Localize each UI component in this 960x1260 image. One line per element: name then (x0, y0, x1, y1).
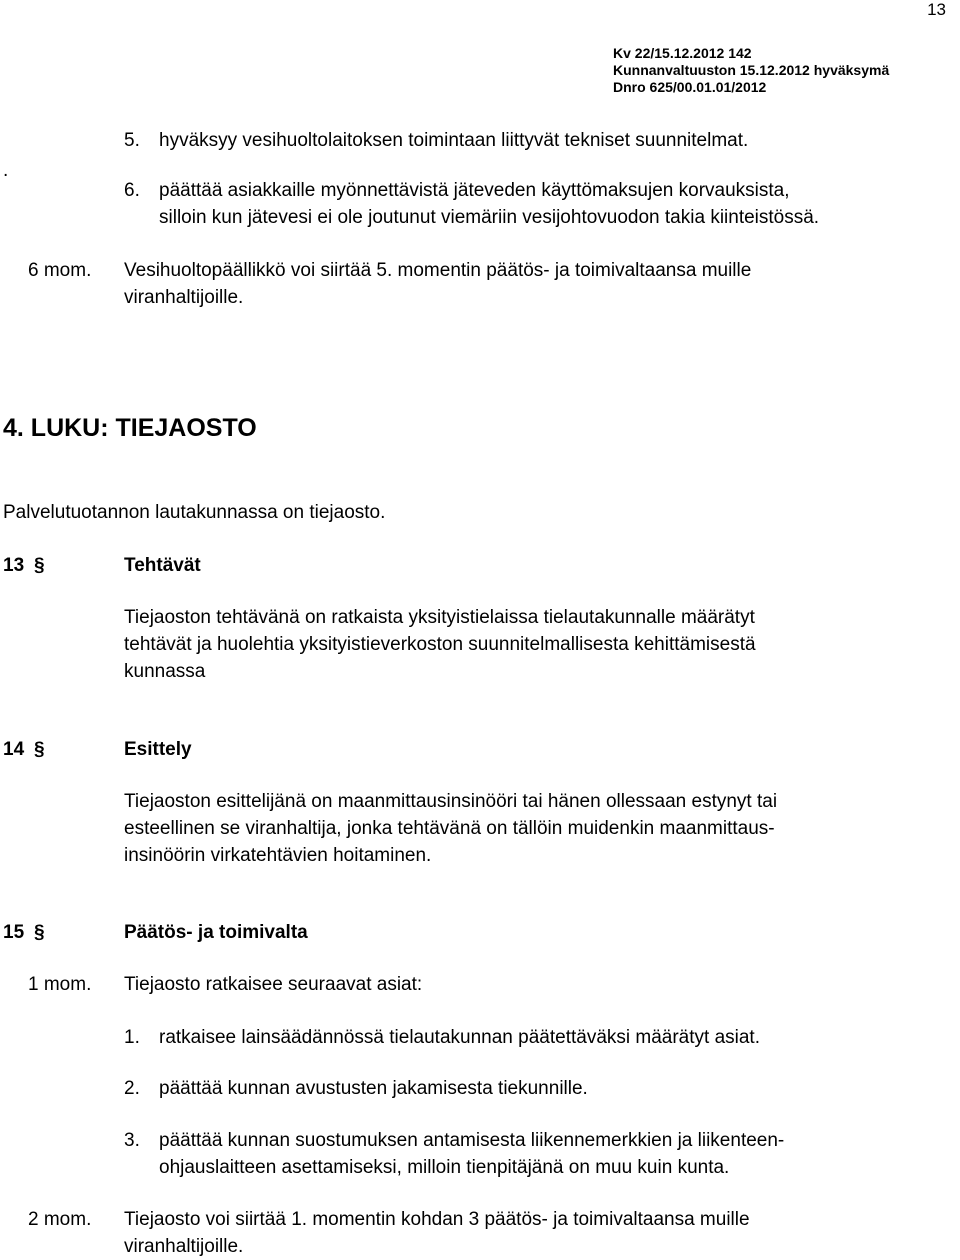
list-item-text: päättää kunnan avustusten jakamisesta tiekunnille. (159, 1078, 588, 1099)
section-line: Tiejaoston esittelijänä on maanmittausinsinööri tai hänen ollessaan estynyt tai (124, 791, 778, 812)
stray-mark: . (3, 160, 9, 181)
list-item-number: 3. (124, 1130, 140, 1151)
list-item-number: 2. (124, 1078, 140, 1099)
section-body (124, 788, 777, 869)
list-item-line: päättää asiakkaille myönnettävistä jäteveden käyttömaksujen korvauksista, (159, 180, 790, 201)
list-item-line: ohjauslaitteen asettamiseksi, milloin tienpitäjänä on muu kuin kunta. (159, 1157, 730, 1178)
section-line: esteellinen se viranhaltija, jonka tehtävänä on tällöin muidenkin maanmittaus- (124, 818, 775, 839)
chapter-intro: Palvelutuotannon lautakunnassa on tiejaosto. (3, 502, 386, 523)
section-symbol: § (34, 739, 45, 760)
list-item-line: päättää kunnan suostumuksen antamisesta liikennemerkkien ja liikenteen- (159, 1130, 785, 1151)
header-line-2: Kunnanvaltuuston 15.12.2012 hyväksymä (613, 62, 890, 78)
section-title: Tehtävät (124, 555, 201, 576)
section-line: Tiejaoston tehtävänä on ratkaista yksityistielaissa tielautakunnalle määrätyt (124, 607, 755, 628)
list-item-line: silloin kun jätevesi ei ole joutunut viemäriin vesijohtovuodon takia kiinteistössä. (159, 207, 820, 228)
section-number: 14 (3, 739, 25, 760)
moment-label: 2 mom. (28, 1209, 92, 1230)
list-item-number: 1. (124, 1027, 140, 1048)
section-line: insinöörin virkatehtävien hoitaminen. (124, 845, 432, 866)
section-symbol: § (34, 555, 45, 576)
section-line: kunnassa (124, 661, 206, 682)
list-item-text (159, 1127, 784, 1181)
list-item-text: hyväksyy vesihuoltolaitoksen toimintaan liittyvät tekniset suunnitelmat. (159, 130, 749, 151)
section-number: 13 (3, 555, 25, 576)
moment-line: Tiejaosto voi siirtää 1. momentin kohdan 3 päätös- ja toimivaltaansa muille (124, 1209, 750, 1230)
header-line-1: Kv 22/15.12.2012 142 (613, 45, 752, 61)
moment-text (124, 1206, 750, 1260)
list-item-number: 6. (124, 180, 140, 201)
section-title: Päätös- ja toimivalta (124, 922, 308, 943)
section-body (124, 604, 756, 685)
header-line-3: Dnro 625/00.01.01/2012 (613, 79, 767, 95)
list-item-text (159, 177, 819, 231)
moment-text (124, 257, 751, 311)
list-item-text: ratkaisee lainsäädännössä tielautakunnan päätettäväksi määrätyt asiat. (159, 1027, 760, 1048)
section-title: Esittely (124, 739, 192, 760)
moment-line: viranhaltijoille. (124, 287, 244, 308)
page-number: 13 (927, 0, 946, 19)
section-line: tehtävät ja huolehtia yksityistieverkoston suunnitelmallisesta kehittämisestä (124, 634, 756, 655)
moment-label: 1 mom. (28, 974, 92, 995)
list-item-number: 5. (124, 130, 140, 151)
moment-line: Vesihuoltopäällikkö voi siirtää 5. momentin päätös- ja toimivaltaansa muille (124, 260, 752, 281)
moment-line: viranhaltijoille. (124, 1236, 244, 1257)
chapter-heading: 4. LUKU: TIEJAOSTO (3, 414, 257, 442)
section-symbol: § (34, 922, 45, 943)
section-number: 15 (3, 922, 25, 943)
moment-label: 6 mom. (28, 260, 92, 281)
moment-text: Tiejaosto ratkaisee seuraavat asiat: (124, 974, 423, 995)
